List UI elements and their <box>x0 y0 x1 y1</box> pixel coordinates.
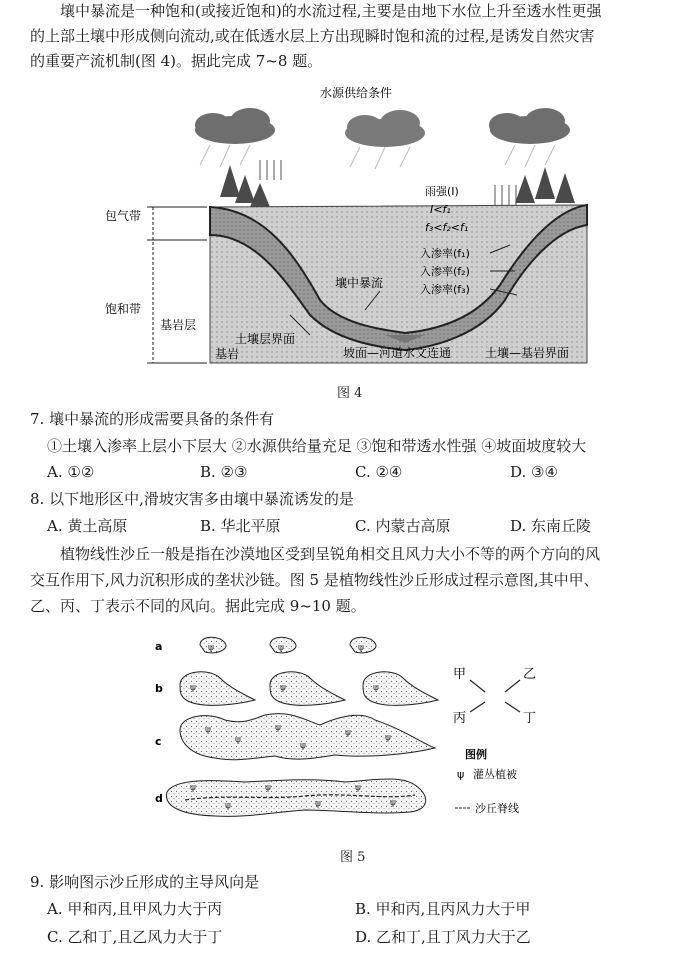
legend-shrub: 灌丛植被 <box>473 768 517 781</box>
label-aeration-zone: 包气带 <box>105 209 142 223</box>
label-soil-rock: 土壤—基岩界面 <box>485 346 570 360</box>
svg-text:ψ: ψ <box>385 733 391 743</box>
wind-yi: 乙 <box>523 667 537 682</box>
figure-4-diagram <box>95 85 605 375</box>
cloud-right-icon <box>489 108 570 144</box>
intro-line-1: 壤中暴流是一种饱和(或接近饱和)的水流过程,主要是由地下水位上升至透水性更强 <box>60 2 602 20</box>
q7-option-b: B. ②③ <box>200 463 248 481</box>
figure-5-diagram <box>145 630 585 840</box>
stage-label-b: b <box>155 682 163 695</box>
label-rain-intensity: 雨强(I) <box>425 185 459 198</box>
label-cond-1: I<f₁ <box>430 203 451 216</box>
svg-text:ψ: ψ <box>190 683 196 693</box>
svg-text:ψ: ψ <box>373 683 379 693</box>
intro-line-3: 的重要产流机制(图 4)。据此完成 7~8 题。 <box>30 52 323 70</box>
legend-shrub-icon: ψ <box>457 768 465 781</box>
label-water-supply: 水源供给条件 <box>320 86 393 100</box>
label-bedrock-layer: 基岩层 <box>160 318 197 332</box>
svg-text:ψ: ψ <box>315 799 321 809</box>
label-infiltration-1: 入渗率(f₁) <box>420 247 470 260</box>
svg-text:ψ: ψ <box>358 643 364 653</box>
label-soil-interface: 土壤层界面 <box>235 332 296 346</box>
svg-text:ψ: ψ <box>275 723 281 733</box>
legend-ridge: 沙丘脊线 <box>475 802 519 815</box>
svg-text:ψ: ψ <box>190 783 196 793</box>
stage-label-d: d <box>155 792 163 805</box>
label-subsurface-storm: 壤中暴流 <box>335 276 384 290</box>
svg-text:ψ: ψ <box>355 783 361 793</box>
q8-option-b: B. 华北平原 <box>200 517 281 535</box>
wind-ding: 丁 <box>523 711 537 726</box>
stage-label-c: c <box>155 735 162 748</box>
cloud-middle-icon <box>345 110 425 147</box>
label-slope-channel: 坡面—河道水文连通 <box>343 346 452 360</box>
q8-option-a: A. 黄土高原 <box>47 517 128 535</box>
svg-text:ψ: ψ <box>205 725 211 735</box>
q7-option-d: D. ③④ <box>510 463 558 481</box>
figure-5-caption: 图 5 <box>340 850 366 865</box>
wind-jia: 甲 <box>453 667 467 682</box>
label-saturated-zone: 饱和带 <box>105 302 142 316</box>
cloud-left-icon <box>195 108 275 144</box>
q8-stem: 8. 以下地形区中,滑坡灾害多由壤中暴流诱发的是 <box>30 490 354 508</box>
label-infiltration-3: 入渗率(f₃) <box>420 283 470 296</box>
intro-line-2: 的上部土壤中形成侧向流动,或在低透水层上方出现瞬时饱和流的过程,是诱发自然灾害 <box>30 27 595 45</box>
q9-stem: 9. 影响图示沙丘形成的主导风向是 <box>30 873 260 891</box>
label-cond-2: f₃<f₂<f₁ <box>425 221 469 234</box>
q8-option-d: D. 东南丘陵 <box>510 517 592 535</box>
q7-option-c: C. ②④ <box>355 463 403 481</box>
intro2-line-2: 交互作用下,风力沉积形成的垄状沙链。图 5 是植物线性沙丘形成过程示意图,其中甲、 <box>30 571 599 589</box>
q7-option-a: A. ①② <box>47 463 95 481</box>
stage-label-a: a <box>155 640 163 653</box>
svg-text:ψ: ψ <box>300 741 306 751</box>
q7-items: ①土壤入渗率上层小下层大 ②水源供给量充足 ③饱和带透水性强 ④坡面坡度较大 <box>47 437 587 455</box>
intro2-line-1: 植物线性沙丘一般是指在沙漠地区受到呈锐角相交且风力大小不等的两个方向的风 <box>60 545 601 563</box>
wind-bing: 丙 <box>453 711 467 726</box>
q7-stem: 7. 壤中暴流的形成需要具备的条件有 <box>30 410 275 428</box>
svg-text:ψ: ψ <box>280 683 286 693</box>
svg-text:ψ: ψ <box>278 643 284 653</box>
svg-text:ψ: ψ <box>265 783 271 793</box>
svg-text:ψ: ψ <box>208 643 214 653</box>
q9-option-a: A. 甲和丙,且甲风力大于丙 <box>47 900 223 918</box>
label-bedrock: 基岩 <box>215 347 240 361</box>
label-infiltration-2: 入渗率(f₂) <box>420 265 470 278</box>
svg-text:ψ: ψ <box>235 735 241 745</box>
q9-option-d: D. 乙和丁,且丁风力大于乙 <box>355 928 531 946</box>
intro2-line-3: 乙、丙、丁表示不同的风向。据此完成 9~10 题。 <box>30 597 366 615</box>
figure-4-caption: 图 4 <box>337 386 363 401</box>
svg-text:ψ: ψ <box>225 801 231 811</box>
legend-title: 图例 <box>465 748 487 761</box>
q9-option-b: B. 甲和丙,且丙风力大于甲 <box>355 900 531 918</box>
svg-text:ψ: ψ <box>390 798 396 808</box>
q8-option-c: C. 内蒙古高原 <box>355 517 451 535</box>
q9-option-c: C. 乙和丁,且乙风力大于丁 <box>47 928 223 946</box>
svg-text:ψ: ψ <box>345 728 351 738</box>
